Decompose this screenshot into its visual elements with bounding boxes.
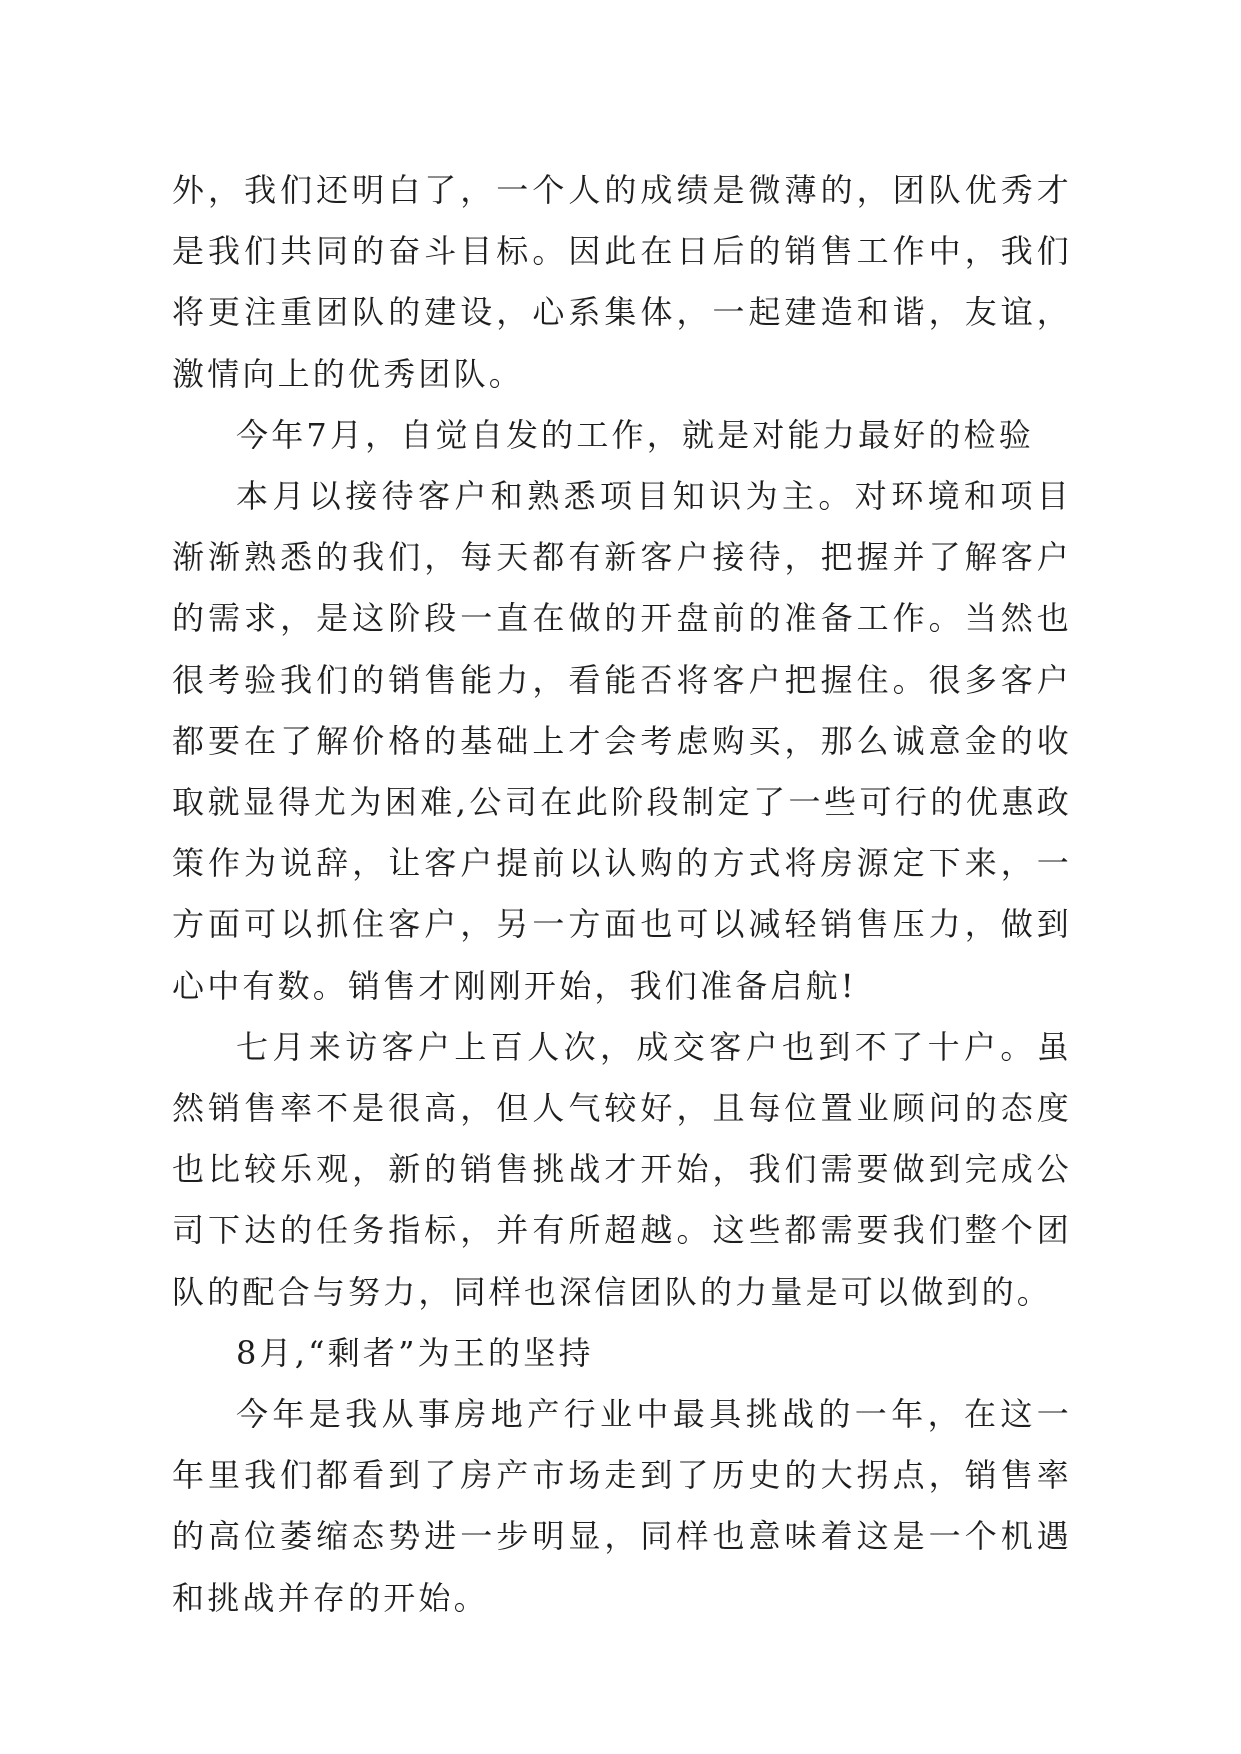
section-heading-august: 8月,“剩者”为王的坚持	[236, 1333, 594, 1372]
paragraph-july-summary: 七月来访客户上百人次，成交客户也到不了十户。虽然销售率不是很高，但人气较好，且每位置业顾问的态度也比较乐观，新的销售挑战才开始，我们需要做到完成公司下达的任务指标，并有所超越。这些都需要我们整个团队的配合与努力，同样也深信团队的力量是可以做到的。	[172, 1027, 1072, 1311]
paragraph-august: 今年是我从事房地产行业中最具挑战的一年，在这一年里我们都看到了房产市场走到了历史的大拐点，销售率的高位萎缩态势进一步明显，同样也意味着这是一个机遇和挑战并存的开始。	[172, 1395, 1072, 1617]
paragraph-continuation: 外，我们还明白了，一个人的成绩是微薄的，团队优秀才是我们共同的奋斗目标。因此在日后的销售工作中，我们将更注重团队的建设，心系集体，一起建造和谐，友谊，激情向上的优秀团队。	[172, 171, 1072, 393]
document-page	[172, 160, 1072, 1629]
paragraph-july-work: 本月以接待客户和熟悉项目知识为主。对环境和项目渐渐熟悉的我们，每天都有新客户接待，把握并了解客户的需求，是这阶段一直在做的开盘前的准备工作。当然也很考验我们的销售能力，看能否将客户把握住。很多客户都要在了解价格的基础上才会考虑购买，那么诚意金的收取就显得尤为困难,公司在此阶段制定了一些可行的优惠政策作为说辞，让客户提前以认购的方式将房源定下来，一方面可以抓住客户，另一方面也可以减轻销售压力，做到心中有数。销售才刚刚开始，我们准备启航!	[172, 477, 1072, 1005]
section-heading-july: 今年7月，自觉自发的工作，就是对能力最好的检验	[236, 415, 1034, 454]
